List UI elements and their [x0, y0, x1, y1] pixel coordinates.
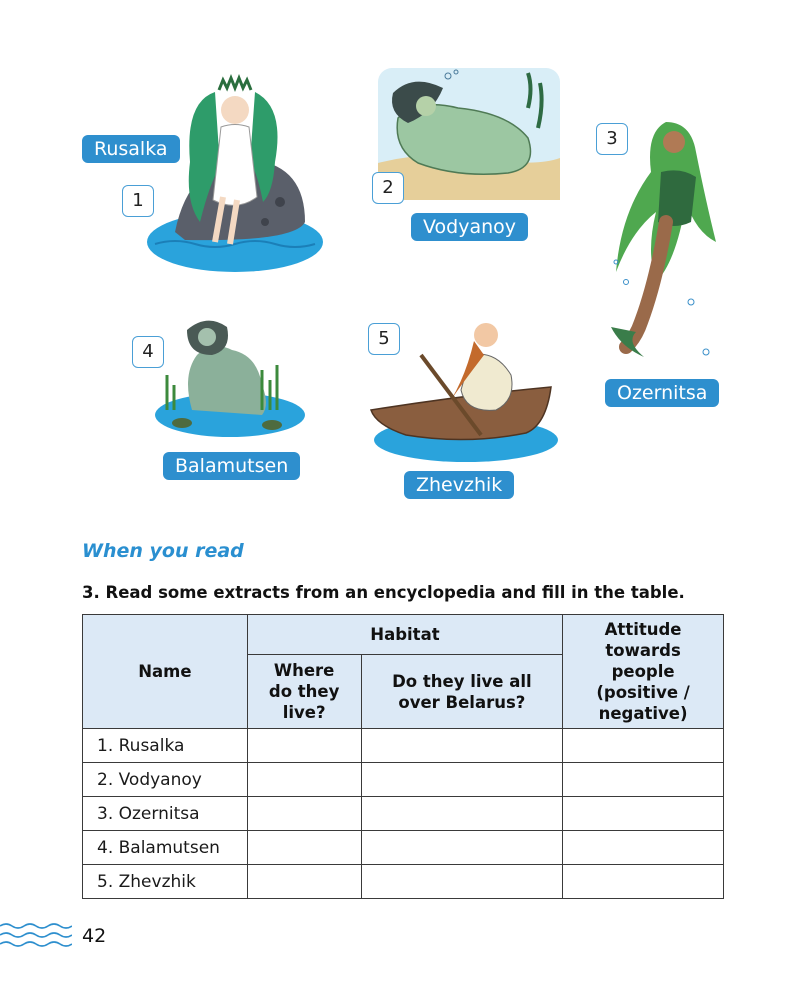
balamutsen-illustration — [152, 315, 307, 440]
all-over-cell[interactable] — [361, 831, 563, 865]
creature-number-1: 1 — [122, 185, 154, 217]
header-habitat: Habitat — [247, 615, 562, 655]
attitude-cell[interactable] — [563, 797, 724, 831]
attitude-cell[interactable] — [563, 831, 724, 865]
all-over-cell[interactable] — [361, 797, 563, 831]
attitude-cell[interactable] — [563, 865, 724, 899]
creature-label-rusalka: Rusalka — [82, 135, 180, 163]
where-cell[interactable] — [247, 797, 361, 831]
creature-number-4: 4 — [132, 336, 164, 368]
row-name: 4. Balamutsen — [83, 831, 248, 865]
task-instruction: 3. Read some extracts from an encyclopedia and fill in the table. — [82, 583, 685, 602]
wave-decoration-icon — [0, 922, 72, 950]
header-attitude: Attitude towards people (positive / negative) — [563, 615, 724, 729]
all-over-cell[interactable] — [361, 729, 563, 763]
where-cell[interactable] — [247, 865, 361, 899]
page-number: 42 — [82, 925, 107, 947]
row-name: 5. Zhevzhik — [83, 865, 248, 899]
attitude-cell[interactable] — [563, 729, 724, 763]
where-cell[interactable] — [247, 763, 361, 797]
creature-number-5: 5 — [368, 323, 400, 355]
table-row — [83, 831, 724, 865]
table-row — [83, 865, 724, 899]
header-where: Where do they live? — [247, 655, 361, 729]
rusalka-illustration — [145, 72, 325, 277]
where-cell[interactable] — [247, 831, 361, 865]
attitude-cell[interactable] — [563, 763, 724, 797]
table-row — [83, 797, 724, 831]
all-over-cell[interactable] — [361, 865, 563, 899]
row-name: 1. Rusalka — [83, 729, 248, 763]
vodyanoy-illustration — [378, 68, 560, 200]
row-name: 3. Ozernitsa — [83, 797, 248, 831]
header-all-over: Do they live all over Belarus? — [361, 655, 563, 729]
where-cell[interactable] — [247, 729, 361, 763]
table-row — [83, 763, 724, 797]
table-row — [83, 729, 724, 763]
creature-label-zhevzhik: Zhevzhik — [404, 471, 514, 499]
creature-number-3: 3 — [596, 123, 628, 155]
creature-label-ozernitsa: Ozernitsa — [605, 379, 719, 407]
row-name: 2. Vodyanoy — [83, 763, 248, 797]
creature-table — [82, 614, 724, 899]
creature-label-vodyanoy: Vodyanoy — [411, 213, 528, 241]
header-name: Name — [83, 615, 248, 729]
all-over-cell[interactable] — [361, 763, 563, 797]
section-heading: When you read — [82, 540, 244, 562]
creature-label-balamutsen: Balamutsen — [163, 452, 300, 480]
creature-number-2: 2 — [372, 172, 404, 204]
